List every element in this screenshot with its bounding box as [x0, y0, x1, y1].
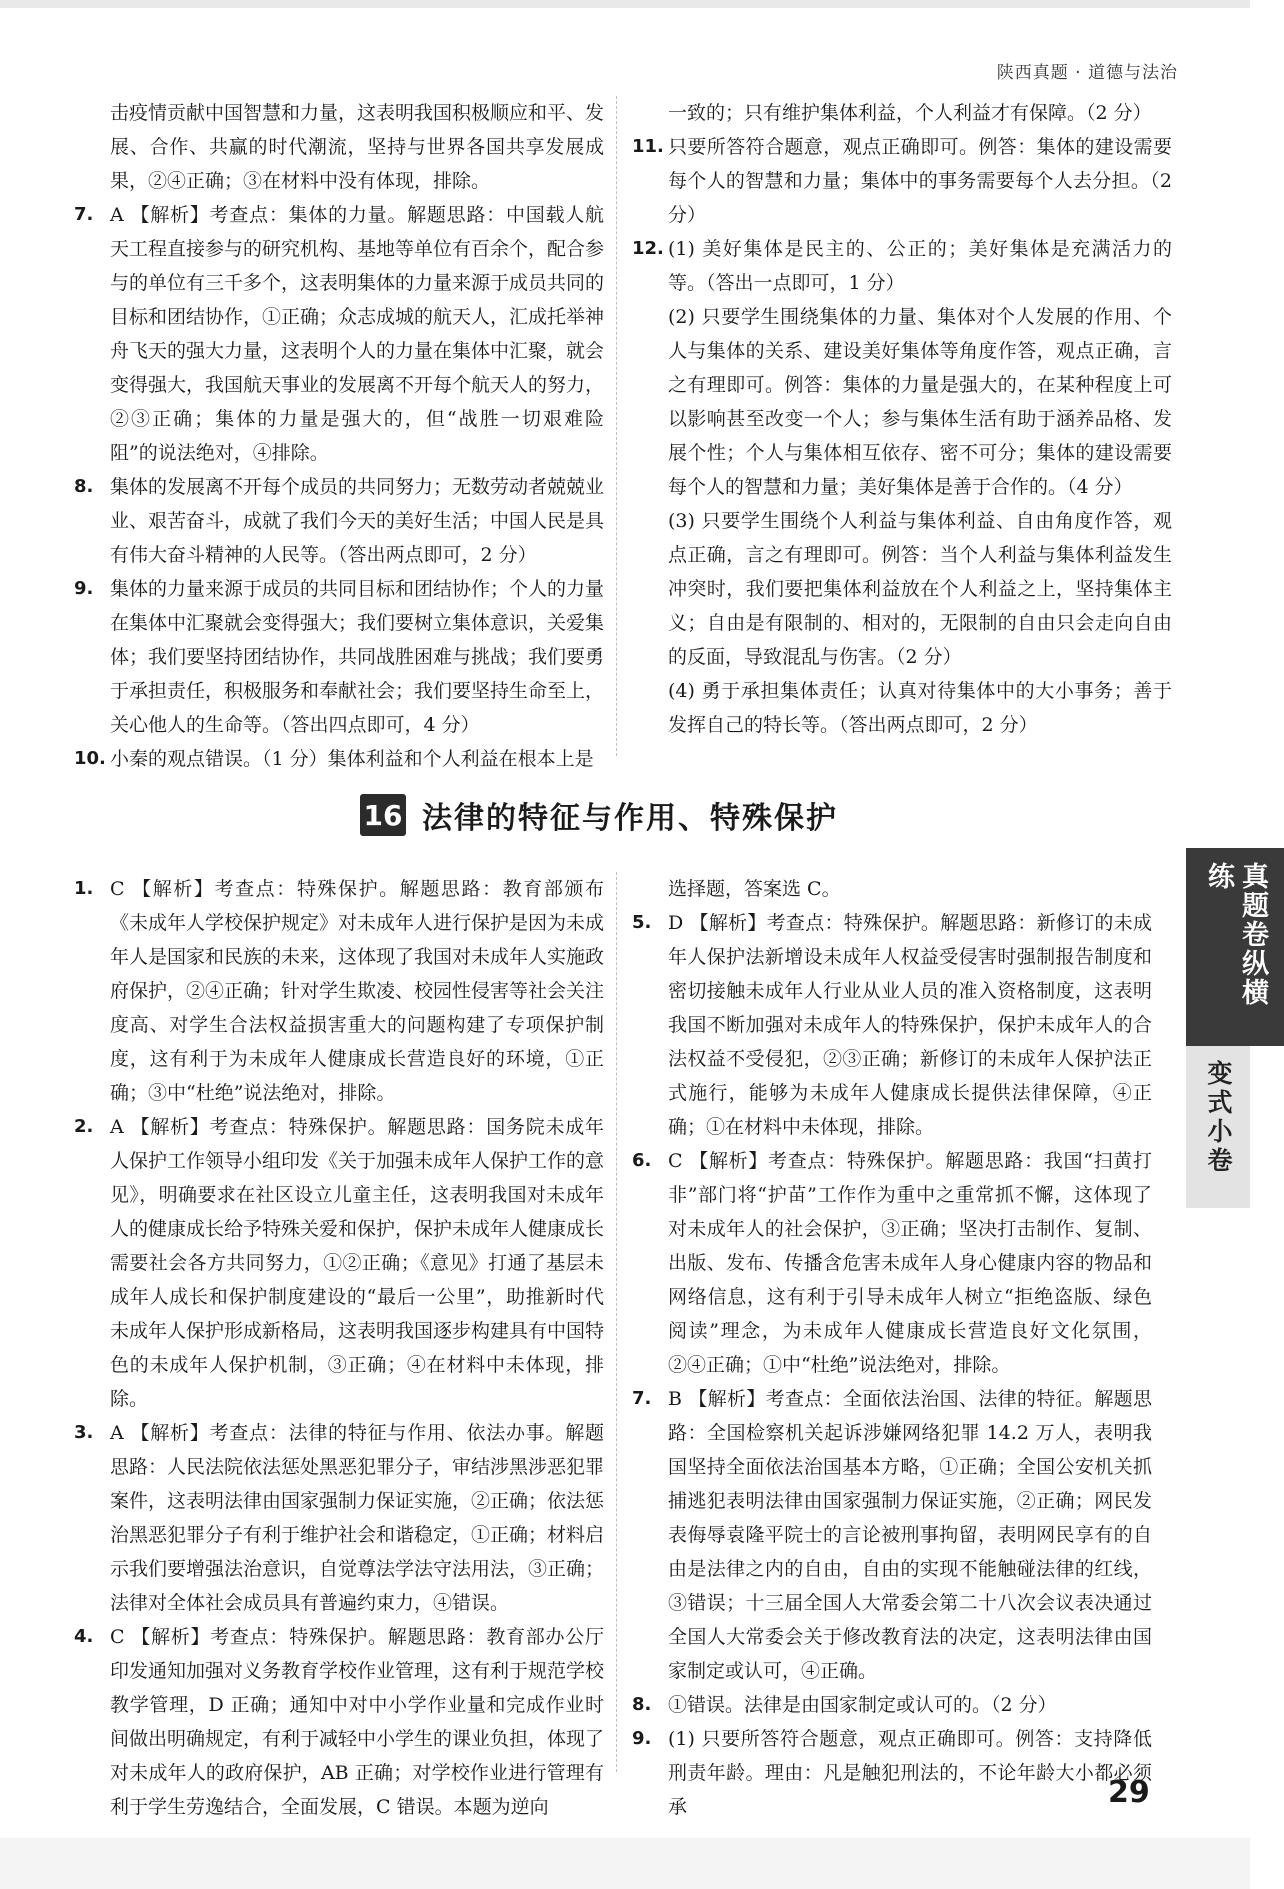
section-title: 法律的特征与作用、特殊保护	[422, 801, 838, 836]
item-number: 2.	[74, 1116, 94, 1137]
answer-item-6	[632, 1144, 1152, 1382]
continued-paragraph: 击疫情贡献中国智慧和力量，这表明我国积极顺应和平、发展、合作、共赢的时代潮流，坚持与世界各国共享发展成果，②④正确；③在材料中没有体现，排除。	[110, 102, 605, 192]
item-number: 7.	[74, 204, 94, 225]
item-number: 6.	[632, 1150, 652, 1171]
item-number: 8.	[74, 476, 94, 497]
item-text: 只要所答符合题意，观点正确即可。例答：集体的建设需要每个人的智慧和力量；集体中的事务需要每个人去分担。（2 分）	[668, 136, 1172, 226]
page-number: 29	[1108, 1775, 1150, 1810]
answer-item-1	[74, 872, 604, 1110]
top-right-column	[632, 96, 1172, 742]
item-text: 集体的发展离不开每个成员的共同努力；无数劳动者兢兢业业、艰苦奋斗，成就了我们今天的美好生活；中国人民是具有伟大奋斗精神的人民等。（答出两点即可，2 分）	[110, 476, 605, 566]
answer-item-7b	[632, 1382, 1152, 1688]
answer-item-12	[632, 232, 1172, 300]
item-text: A 【解析】考查点：法律的特征与作用、依法办事。解题思路：人民法院依法惩处黑恶犯罪分子，审结涉黑涉恶犯罪案件，这表明法律由国家强制力保证实施，②正确；依法惩治黑恶犯罪分子有利于维护社会和谐稳定，①正确；材料启示我们要增强法治意识，自觉尊法学法守法用法，③正确；法律对全体社会成员具有普遍约束力，④错误。	[110, 1422, 605, 1614]
answer-item-7	[74, 198, 604, 470]
answer-item-5	[632, 906, 1152, 1144]
item-number: 4.	[74, 1626, 94, 1647]
answer-item-2	[74, 1110, 604, 1416]
item-number: 9.	[632, 1728, 652, 1749]
item-number: 5.	[632, 912, 652, 933]
side-tab	[1186, 848, 1268, 1208]
item-text: B 【解析】考查点：全面依法治国、法律的特征。解题思路：全国检察机关起诉涉嫌网络犯罪 14.2 万人，表明我国坚持全面依法治国基本方略，①正确；全国公安机关抓捕逃犯表明法律由国家强制力保证实施，②正确；网民发表侮辱袁隆平院士的言论被刑事拘留，表明网民享有的自由是法律之内的自由，自由的实现不能触碰法律的红线，③错误；十三届全国人大常委会第二十八次会议表决通过全国人大常委会关于修改教育法的决定，这表明法律由国家制定或认可，④正确。	[668, 1388, 1152, 1682]
answer-item-9	[74, 572, 604, 742]
answer-item-10	[74, 742, 604, 776]
item-text: C 【解析】考查点：特殊保护。解题思路：教育部办公厅印发通知加强对义务教育学校作业管理，这有利于规范学校教学管理，D 正确；通知中对中小学作业量和完成作业时间做出明确规定，有利于减轻中小学生的课业负担，体现了对未成年人的政府保护，AB 正确；对学校作业进行管理有利于学生劳逸结合，全面发展，C 错误。本题为逆向	[110, 1626, 605, 1818]
page-edge-top	[0, 0, 1250, 8]
item-number: 8.	[632, 1694, 652, 1715]
top-left-column	[74, 96, 604, 776]
bottom-left-column	[74, 872, 604, 1824]
item-number: 3.	[74, 1422, 94, 1443]
continued-paragraph: 选择题，答案选 C。	[668, 878, 841, 900]
answer-item-9b	[632, 1722, 1152, 1824]
side-tab-primary: 真题卷纵横练	[1186, 848, 1284, 1046]
item-number: 9.	[74, 578, 94, 599]
item-number: 12.	[632, 238, 664, 259]
section-heading	[360, 792, 838, 838]
page-edge-bottom	[0, 1838, 1250, 1889]
answer-item-8b	[632, 1688, 1152, 1722]
item-number: 7.	[632, 1388, 652, 1409]
item-text: D 【解析】考查点：特殊保护。解题思路：新修订的未成年人保护法新增设未成年人权益受侵害时强制报告制度和密切接触未成年人行业从业人员的准入资格制度，这表明我国不断加强对未成年人的特殊保护，保护未成年人的合法权益不受侵犯，②③正确；新修订的未成年人保护法正式施行，能够为未成年人健康成长提供法律保障，④正确；①在材料中未体现，排除。	[668, 912, 1152, 1138]
sub-answer-3: (3) 只要学生围绕个人利益与集体利益、自由角度作答，观点正确，言之有理即可。例答：当个人利益与集体利益发生冲突时，我们要把集体利益放在个人利益之上，坚持集体主义；自由是有限制的、相对的，无限制的自由只会走向自由的反面，导致混乱与伤害。（2 分）	[668, 510, 1172, 668]
item-number: 10.	[74, 748, 106, 769]
column-divider-top	[616, 96, 617, 756]
bottom-right-column	[632, 872, 1152, 1824]
item-text: C 【解析】考查点：特殊保护。解题思路：教育部颁布《未成年人学校保护规定》对未成年人进行保护是因为未成年人是国家和民族的未来，这体现了我国对未成年人实施政府保护，②④正确；针对学生欺凌、校园性侵害等社会关注度高、对学生合法权益损害重大的问题构建了专项保护制度，这有利于为未成年人健康成长营造良好的环境，①正确；③中“杜绝”说法绝对，排除。	[110, 878, 605, 1104]
answer-item-4	[74, 1620, 604, 1824]
item-text: A 【解析】考查点：集体的力量。解题思路：中国载人航天工程直接参与的研究机构、基地等单位有百余个，配合参与的单位有三千多个，这表明集体的力量来源于成员共同的目标和团结协作，①正确；众志成城的航天人，汇成托举神舟飞天的强大力量，这表明个人的力量在集体中汇聚，就会变得强大，我国航天事业的发展离不开每个航天人的努力，②③正确；集体的力量是强大的，但“战胜一切艰难险阻”的说法绝对，④排除。	[110, 204, 605, 464]
sub-answer-4: (4) 勇于承担集体责任；认真对待集体中的大小事务；善于发挥自己的特长等。（答出两点即可，2 分）	[668, 680, 1172, 736]
item-number: 1.	[74, 878, 94, 899]
item-text: C 【解析】考查点：特殊保护。解题思路：我国“扫黄打非”部门将“护苗”工作作为重中之重常抓不懈，这体现了对未成年人的社会保护，③正确；坚决打击制作、复制、出版、发布、传播含危害未成年人身心健康内容的物品和网络信息，这有利于引导未成年人树立“拒绝盗版、绿色阅读”理念，为未成年人健康成长营造良好文化氛围，②④正确；①中“杜绝”说法绝对，排除。	[668, 1150, 1152, 1376]
answer-item-8	[74, 470, 604, 572]
item-number: 11.	[632, 136, 664, 157]
running-header: 陕西真题 · 道德与法治	[996, 63, 1178, 83]
section-number-badge: 16	[360, 794, 406, 836]
item-text: (1) 只要所答符合题意，观点正确即可。例答：支持降低刑责年龄。理由：凡是触犯刑法的，不论年龄大小都必须承	[668, 1728, 1152, 1818]
item-text: A 【解析】考查点：特殊保护。解题思路：国务院未成年人保护工作领导小组印发《关于加强未成年人保护工作的意见》，明确要求在社区设立儿童主任，这表明我国对未成年人的健康成长给予特殊关爱和保护，保护未成年人健康成长需要社会各方共同努力，①②正确；《意见》打通了基层未成年人成长和保护制度建设的“最后一公里”，助推新时代未成年人保护形成新格局，这表明我国逐步构建具有中国特色的未成年人保护机制，③正确；④在材料中未体现，排除。	[110, 1116, 605, 1410]
continued-paragraph: 一致的；只有维护集体利益，个人利益才有保障。（2 分）	[668, 102, 1152, 124]
item-text: (1) 美好集体是民主的、公正的；美好集体是充满活力的等。（答出一点即可，1 分）	[668, 238, 1172, 294]
column-divider-bottom	[616, 872, 617, 1772]
item-text: 集体的力量来源于成员的共同目标和团结协作；个人的力量在集体中汇聚就会变得强大；我们要树立集体意识，关爱集体；我们要坚持团结协作，共同战胜困难与挑战；我们要勇于承担责任，积极服务和奉献社会；我们要坚持生命至上，关心他人的生命等。（答出四点即可，4 分）	[110, 578, 605, 736]
answer-item-3	[74, 1416, 604, 1620]
item-text: ①错误。法律是由国家制定或认可的。（2 分）	[668, 1694, 1057, 1716]
item-text: 小秦的观点错误。（1 分）集体利益和个人利益在根本上是	[110, 748, 594, 770]
side-tab-secondary: 变式小卷	[1186, 1046, 1250, 1208]
sub-answer-2: (2) 只要学生围绕集体的力量、集体对个人发展的作用、个人与集体的关系、建设美好集体等角度作答，观点正确，言之有理即可。例答：集体的力量是强大的，在某种程度上可以影响甚至改变一个人；参与集体生活有助于涵养品格、发展个性；个人与集体相互依存、密不可分；集体的建设需要每个人的智慧和力量；美好集体是善于合作的。（4 分）	[668, 306, 1172, 498]
answer-item-11	[632, 130, 1172, 232]
sub-answers	[632, 300, 1172, 742]
